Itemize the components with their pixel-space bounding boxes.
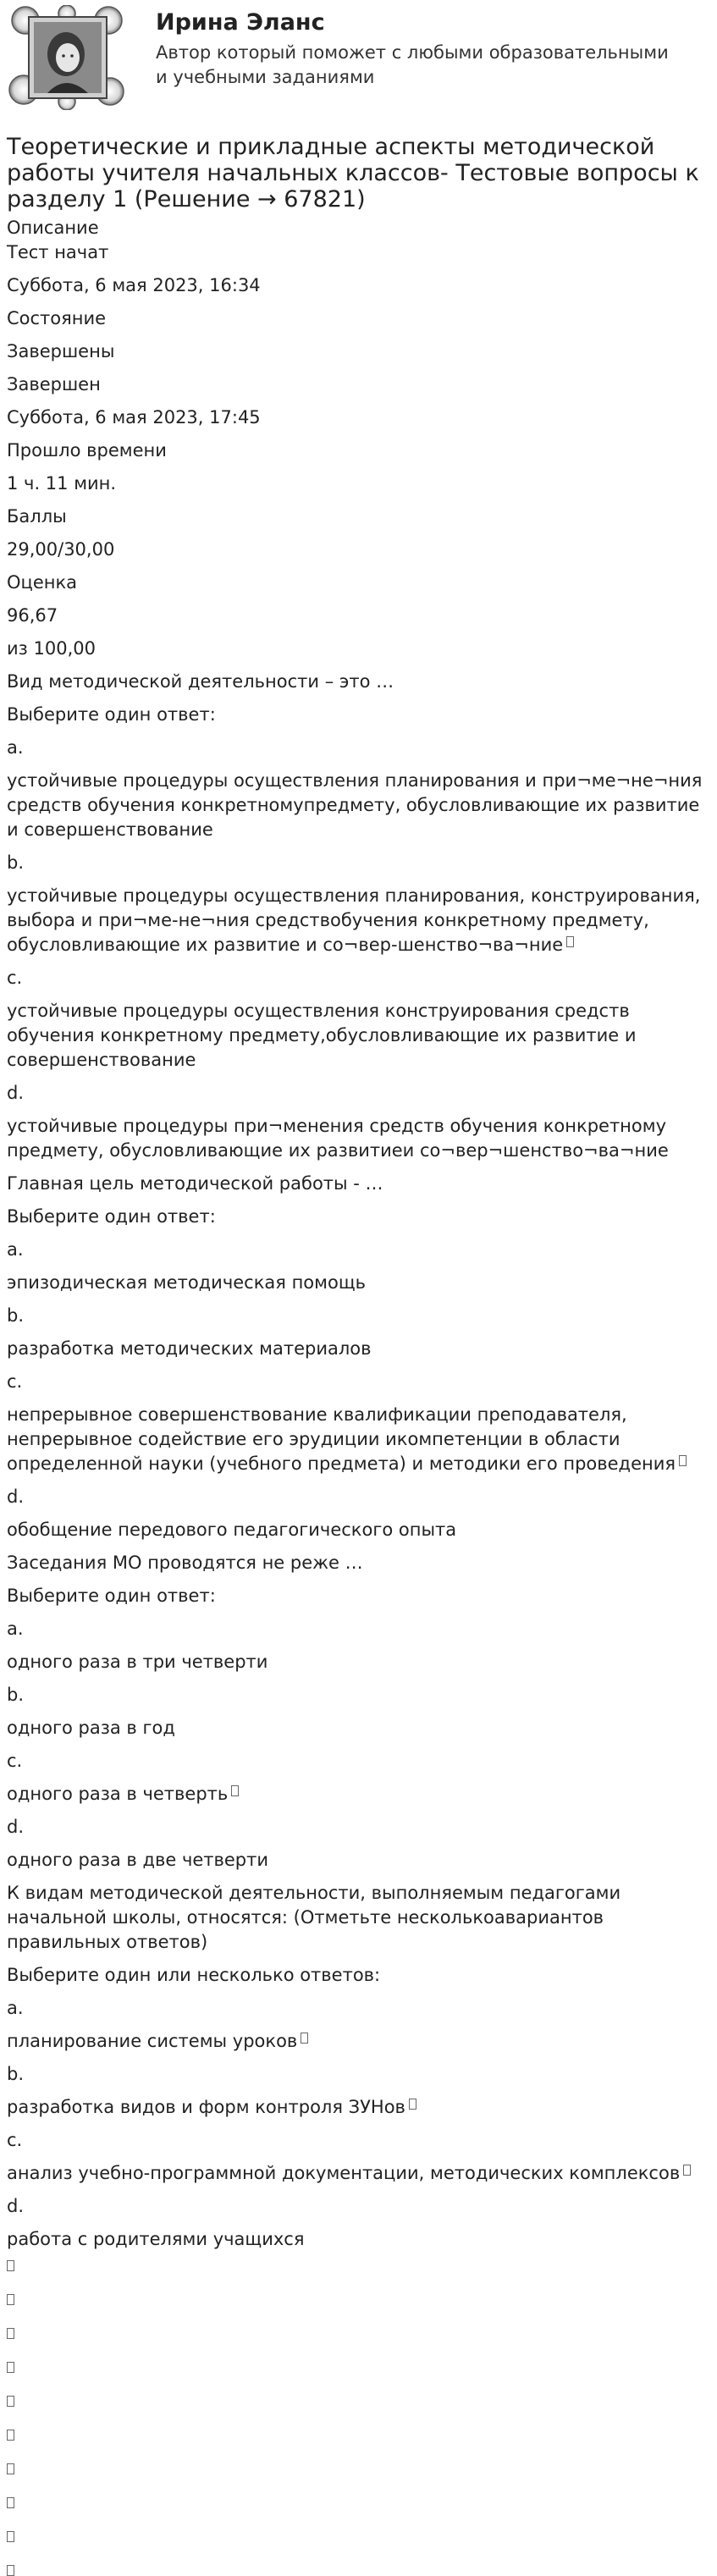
summary-grade-max: из 100,00 — [7, 638, 96, 659]
option-letter: c. — [7, 1751, 23, 1771]
option-text-value: обобщение передового педагогического опыта — [7, 1520, 457, 1540]
question-block — [7, 1172, 710, 1542]
missing-glyph-icon — [7, 2463, 14, 2474]
option-text-value: устойчивые процедуры осуществления планирования, конструирования, выбора и при¬ме-не¬ния средствобучения конкретному предмету, обусловливающие их развитие и со¬вер-шенство¬ва¬ние — [7, 885, 701, 955]
option-letter: b. — [7, 852, 25, 873]
missing-glyph-icon — [683, 2165, 691, 2176]
summary-points-label: Баллы — [7, 506, 67, 527]
option-letter: a. — [7, 1239, 24, 1260]
option-text-value: одного раза в год — [7, 1718, 175, 1738]
question-list — [7, 670, 710, 2252]
option-text[interactable] — [7, 2161, 710, 2186]
missing-glyph-icon — [231, 1785, 239, 1796]
summary-state-label: Состояние — [7, 308, 107, 328]
option-letter: a. — [7, 737, 24, 758]
missing-glyph-icon — [409, 2099, 416, 2110]
missing-glyph-icon — [7, 2396, 14, 2407]
option-letter: a. — [7, 1998, 24, 2018]
option-text-value: одного раза в три четверти — [7, 1652, 268, 1672]
option-text[interactable] — [7, 769, 710, 842]
option-text-value: одного раза в две четверти — [7, 1850, 269, 1870]
question-text: Заседания МО проводятся не реже … — [7, 1553, 363, 1573]
option-text-value: одного раза в четверть — [7, 1784, 229, 1804]
option-text-value: разработка видов и форм контроля ЗУНов — [7, 2097, 405, 2117]
question-text: К видам методической деятельности, выполняемым педагогами начальной школы, относятся: (Отметьте несколькоавариантов правильных ответов) — [7, 1883, 621, 1952]
missing-glyph-icon — [7, 2565, 14, 2576]
option-letter: c. — [7, 968, 23, 988]
missing-glyph-icon — [566, 936, 574, 947]
test-content — [0, 119, 717, 2576]
answer-prompt: Выберите один ответ: — [7, 1206, 216, 1227]
option-text[interactable] — [7, 884, 710, 957]
answer-prompt: Выберите один или несколько ответов: — [7, 1965, 381, 1985]
question-block — [7, 1551, 710, 1873]
option-text[interactable] — [7, 1782, 710, 1807]
option-text-value: эпизодическая методическая помощь — [7, 1272, 366, 1293]
option-text[interactable] — [7, 1848, 710, 1873]
option-text[interactable] — [7, 1337, 710, 1361]
question-block — [7, 670, 710, 1163]
summary-started-label: Тест начат — [7, 242, 109, 262]
option-letter: d. — [7, 1487, 25, 1507]
summary-grade-value: 96,67 — [7, 605, 58, 626]
option-text-value: разработка методических материалов — [7, 1338, 372, 1359]
question-text: Вид методической деятельности – это … — [7, 671, 394, 692]
author-name: Ирина Эланс — [156, 9, 325, 36]
test-title: Теоретические и прикладные аспекты методической работы учителя начальных классов- Тестовые вопросы к разделу 1 (Решение → 67821) — [7, 134, 699, 212]
option-text[interactable] — [7, 999, 710, 1073]
summary-finished-value: Суббота, 6 мая 2023, 17:45 — [7, 407, 261, 427]
option-letter: b. — [7, 1685, 25, 1705]
author-avatar — [7, 5, 127, 110]
option-text[interactable] — [7, 1114, 710, 1163]
option-text[interactable] — [7, 1403, 710, 1476]
summary-elapsed-value: 1 ч. 11 мин. — [7, 473, 117, 494]
option-letter: c. — [7, 1371, 23, 1392]
summary-points-value: 29,00/30,00 — [7, 539, 115, 560]
missing-glyph-icon — [7, 2531, 14, 2542]
option-text-value: анализ учебно-программной документации, методических комплексов — [7, 2163, 681, 2183]
missing-glyph-icon — [7, 2260, 14, 2271]
summary-started-value: Суббота, 6 мая 2023, 16:34 — [7, 275, 261, 295]
missing-glyph-icon — [7, 2430, 14, 2441]
option-text[interactable] — [7, 2227, 710, 2252]
summary-description-label: Описание — [7, 218, 99, 238]
answer-prompt: Выберите один ответ: — [7, 704, 216, 725]
option-text-value: планирование системы уроков — [7, 2031, 298, 2051]
option-text[interactable] — [7, 2095, 710, 2120]
option-letter: d. — [7, 1083, 25, 1103]
missing-glyph-icon — [301, 2033, 308, 2044]
question-block — [7, 1881, 710, 2252]
attempt-summary — [7, 216, 710, 661]
option-text[interactable] — [7, 1716, 710, 1740]
answer-prompt: Выберите один ответ: — [7, 1586, 216, 1606]
option-text[interactable] — [7, 1271, 710, 1295]
option-letter: d. — [7, 1817, 25, 1837]
option-text-value: устойчивые процедуры осуществления планирования и при¬ме¬не¬ния средств обучения конкретномупредмету, обусловливающие их развитие и совершенствование — [7, 770, 703, 840]
option-letter: d. — [7, 2196, 25, 2216]
question-text: Главная цель методической работы - … — [7, 1173, 383, 1194]
option-text[interactable] — [7, 2029, 710, 2054]
missing-glyph-icon — [7, 2497, 14, 2508]
option-text[interactable] — [7, 1518, 710, 1542]
option-text-value: устойчивые процедуры осуществления конструирования средств обучения конкретному предмету,обусловливающие их развитие и совершенствование — [7, 1001, 637, 1070]
option-text-value: устойчивые процедуры при¬менения средств обучения конкретному предмету, обусловливающие их развитиеи со¬вер¬шенство¬ва¬ние — [7, 1116, 669, 1161]
missing-glyph-icon — [679, 1455, 687, 1466]
option-letter: c. — [7, 2130, 23, 2150]
summary-elapsed-label: Прошло времени — [7, 440, 167, 461]
author-header — [0, 0, 717, 119]
missing-glyph-icon — [7, 2362, 14, 2373]
option-text-value: непрерывное совершенствование квалификации преподавателя, непрерывное содействие его эрудиции икомпетенции в области определенной науки (учебного предмета) и методики его проведения — [7, 1404, 676, 1474]
trailing-marks — [7, 2260, 710, 2576]
option-letter: a. — [7, 1619, 24, 1639]
summary-state-value: Завершены — [7, 341, 115, 361]
option-text-value: работа с родителями учащихся — [7, 2229, 305, 2249]
missing-glyph-icon — [7, 2294, 14, 2305]
summary-grade-label: Оценка — [7, 572, 78, 593]
option-text[interactable] — [7, 1650, 710, 1674]
option-letter: b. — [7, 2064, 25, 2084]
option-letter: b. — [7, 1305, 25, 1326]
missing-glyph-icon — [7, 2328, 14, 2339]
summary-finished-label: Завершен — [7, 374, 101, 394]
author-description: Автор который поможет с любыми образовательными и учебными заданиями — [156, 42, 669, 87]
